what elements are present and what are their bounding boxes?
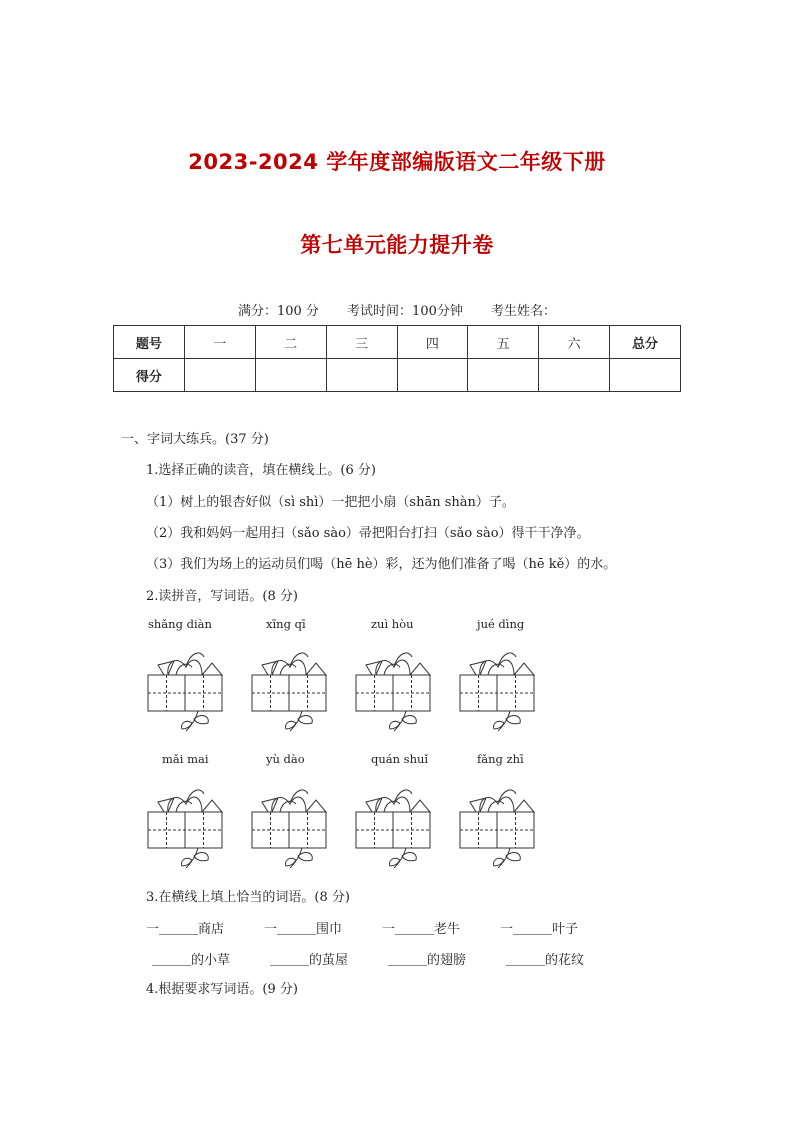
- q3-title: 3.在横线上填上恰当的词语。(8 分): [146, 890, 350, 905]
- q1-title: 1.选择正确的读音，填在横线上。(6 分): [146, 463, 376, 478]
- q2-title: 2.读拼音，写词语。(8 分): [146, 589, 298, 604]
- pinyin-label: xīng qī: [266, 617, 306, 631]
- exam-meta: [0, 300, 794, 319]
- score-cell[interactable]: [255, 359, 326, 392]
- q3-blank[interactable]: 一＿＿＿商店: [146, 922, 225, 937]
- q3-blank[interactable]: ＿＿＿的花纹: [506, 953, 585, 968]
- q1-item-2: （2）我和妈妈一起用扫（sǎo sào）帚把阳台打扫（sǎo sào）得干干净净。: [146, 526, 590, 541]
- header-cell: 四: [397, 326, 468, 359]
- score-table-header: [114, 326, 681, 359]
- score-cell[interactable]: [468, 359, 539, 392]
- score-table-row: [114, 359, 681, 392]
- pinyin-label: yù dào: [266, 752, 305, 766]
- header-cell: 五: [468, 326, 539, 359]
- q1-item-3: （3）我们为场上的运动员们喝（hē hè）彩，还为他们准备了喝（hē kě）的水。: [146, 557, 617, 572]
- pinyin-label: mǎi mai: [162, 752, 209, 766]
- pinyin-label: jué dìng: [477, 617, 525, 631]
- score-table: [113, 325, 681, 392]
- score-cell[interactable]: [397, 359, 468, 392]
- q3-blank[interactable]: 一＿＿＿老牛: [382, 922, 461, 937]
- writing-box[interactable]: [146, 645, 226, 735]
- q3-blank[interactable]: 一＿＿＿围巾: [264, 922, 343, 937]
- section-1-title: 一、字词大练兵。(37 分): [121, 432, 269, 447]
- q1-item-1: （1）树上的银杏好似（sì shì）一把把小扇（shān shàn）子。: [146, 495, 515, 510]
- pinyin-label: shǎng diàn: [148, 617, 212, 631]
- score-cell[interactable]: [539, 359, 610, 392]
- exam-time: 考试时间：100分钟: [347, 304, 463, 319]
- row-label: 得分: [114, 359, 185, 392]
- header-cell: 三: [326, 326, 397, 359]
- score-cell[interactable]: [610, 359, 681, 392]
- pinyin-label: quán shuǐ: [371, 752, 429, 766]
- full-score: 满分：100 分: [237, 304, 319, 319]
- writing-box[interactable]: [458, 645, 538, 735]
- writing-box[interactable]: [250, 645, 330, 735]
- title-line-2: 第七单元能力提升卷: [300, 233, 494, 257]
- writing-box[interactable]: [458, 782, 538, 872]
- pinyin-label: zuì hòu: [371, 617, 414, 631]
- q3-blank[interactable]: ＿＿＿的茧屋: [270, 953, 349, 968]
- writing-box[interactable]: [354, 782, 434, 872]
- header-cell: 六: [539, 326, 610, 359]
- header-cell: 题号: [114, 326, 185, 359]
- writing-box[interactable]: [146, 782, 226, 872]
- score-cell[interactable]: [184, 359, 255, 392]
- student-name-label: 考生姓名：: [491, 304, 557, 319]
- q3-blank[interactable]: ＿＿＿的翅膀: [388, 953, 467, 968]
- q3-blank[interactable]: ＿＿＿的小草: [152, 953, 231, 968]
- title-line-1: 2023-2024 学年度部编版语文二年级下册: [188, 150, 606, 174]
- writing-box[interactable]: [354, 645, 434, 735]
- header-cell: 二: [255, 326, 326, 359]
- q3-blank[interactable]: 一＿＿＿叶子: [500, 922, 579, 937]
- pinyin-label: fǎng zhī: [477, 752, 524, 766]
- writing-box[interactable]: [250, 782, 330, 872]
- score-cell[interactable]: [326, 359, 397, 392]
- header-cell: 一: [184, 326, 255, 359]
- q4-title: 4.根据要求写词语。(9 分): [146, 982, 298, 997]
- header-cell: 总分: [610, 326, 681, 359]
